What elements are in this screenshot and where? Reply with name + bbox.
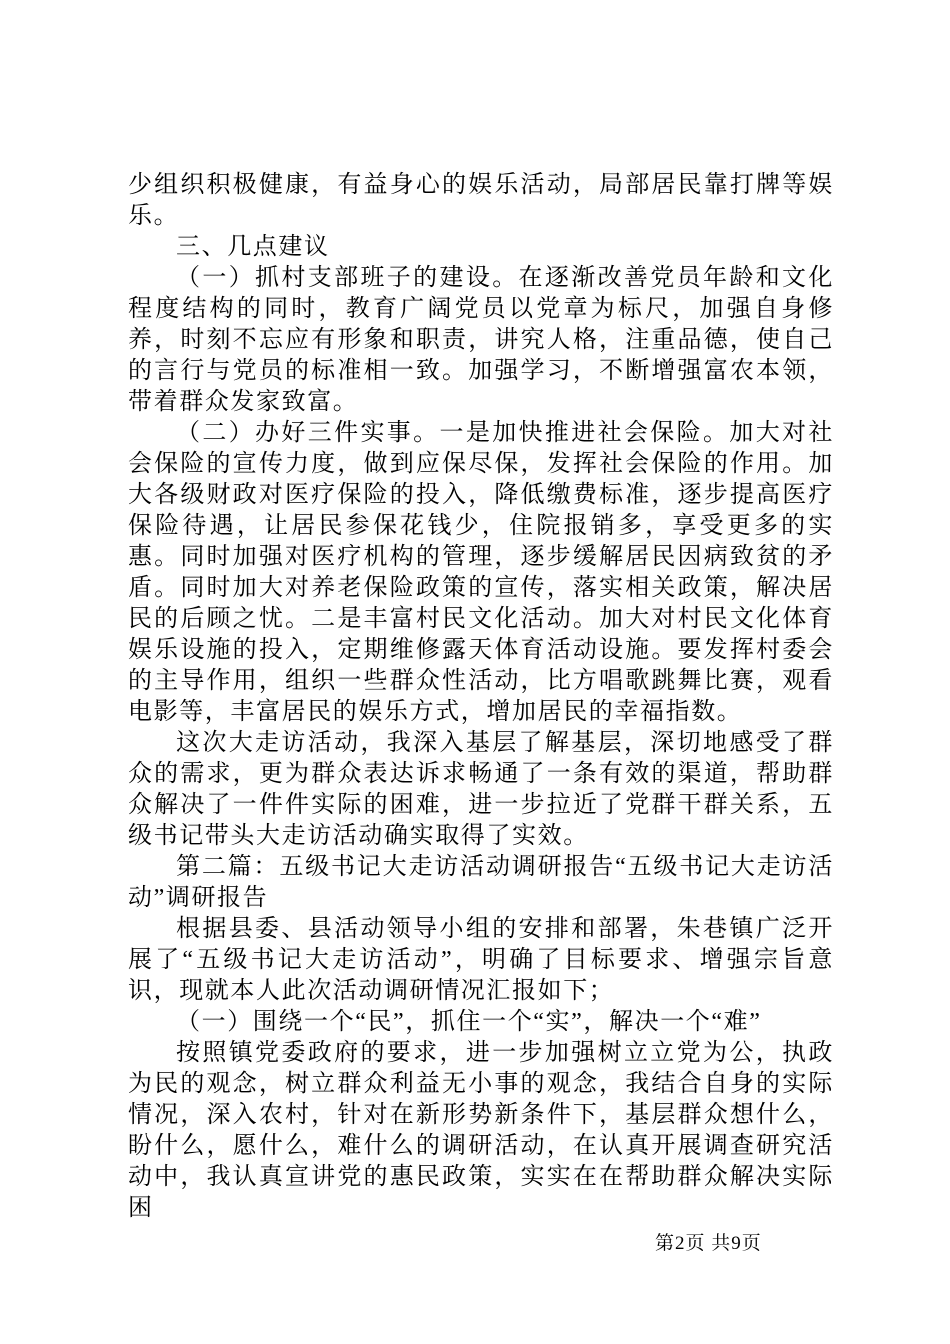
paragraph: 三、几点建议 bbox=[176, 234, 330, 260]
paragraph: （一）围绕一个“民”，抓住一个“实”，解决一个“难” bbox=[176, 1009, 762, 1035]
page-number-footer: 第2页 共9页 bbox=[655, 1233, 762, 1254]
paragraph: 少组织积极健康，有益身心的娱乐活动，局部居民靠打牌等娱乐。 bbox=[128, 172, 834, 229]
paragraph: 这次大走访活动，我深入基层了解基层，深切地感受了群众的需求，更为群众表达诉求畅通了一条有效的渠道，帮助群众解决了一件件实际的困难，进一步拉近了党群干群关系，五级书记带头大走访活动确实取得了实效。 bbox=[128, 730, 834, 849]
paragraph: 根据县委、县活动领导小组的安排和部署，朱巷镇广泛开展了“五级书记大走访活动”，明确了目标要求、增强宗旨意识，现就本人此次活动调研情况汇报如下； bbox=[128, 916, 834, 1004]
paragraph: （一）抓村支部班子的建设。在逐渐改善党员年龄和文化程度结构的同时，教育广阔党员以党章为标尺，加强自身修养，时刻不忘应有形象和职责，讲究人格，注重品德，使自己的言行与党员的标准相一致。加强学习，不断增强富农本领，带着群众发家致富。 bbox=[128, 265, 834, 415]
paragraph: （二）办好三件实事。一是加快推进社会保险。加大对社会保险的宣传力度，做到应保尽保，发挥社会保险的作用。加大各级财政对医疗保险的投入，降低缴费标准，逐步提高医疗保险待遇，让居民参保花钱少，住院报销多，享受更多的实惠。同时加强对医疗机构的管理，逐步缓解居民因病致贫的矛盾。同时加大对养老保险政策的宣传，落实相关政策，解决居民的后顾之忧。二是丰富村民文化活动。加大对村民文化体育娱乐设施的投入，定期维修露天体育活动设施。要发挥村委会的主导作用，组织一些群众性活动，比方唱歌跳舞比赛，观看电影等，丰富居民的娱乐方式，增加居民的幸福指数。 bbox=[128, 420, 834, 725]
paragraph: 按照镇党委政府的要求，进一步加强树立立党为公，执政为民的观念，树立群众利益无小事的观念，我结合自身的实际情况，深入农村，针对在新形势新条件下，基层群众想什么，盼什么，愿什么，难什么的调研活动，在认真开展调查研究活动中，我认真宣讲党的惠民政策，实实在在帮助群众解决实际困 bbox=[128, 1040, 834, 1221]
document-body bbox=[128, 170, 834, 1224]
paragraph: 第二篇：五级书记大走访活动调研报告“五级书记大走访活动”调研报告 bbox=[128, 854, 834, 911]
